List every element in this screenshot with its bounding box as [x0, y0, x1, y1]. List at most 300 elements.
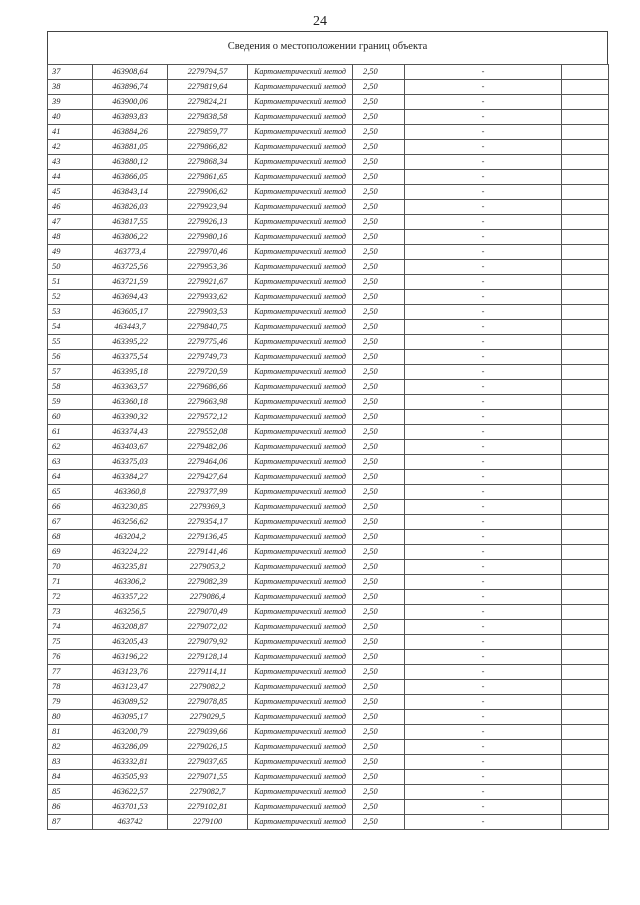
accuracy-value: 2,50: [353, 560, 405, 575]
coordinate-x: 463395,18: [93, 365, 168, 380]
coordinate-x: 463622,57: [93, 785, 168, 800]
determination-method: Картометрический метод: [248, 485, 353, 500]
point-number: 67: [48, 515, 93, 530]
table-row: [48, 80, 609, 95]
empty-cell: [562, 155, 609, 170]
coordinate-y: 2279072,02: [168, 620, 248, 635]
determination-method: Картометрический метод: [248, 335, 353, 350]
point-number: 83: [48, 755, 93, 770]
empty-cell: [562, 440, 609, 455]
empty-cell: [562, 710, 609, 725]
determination-method: Картометрический метод: [248, 350, 353, 365]
accuracy-value: 2,50: [353, 695, 405, 710]
note-value: -: [405, 650, 562, 665]
point-number: 71: [48, 575, 93, 590]
empty-cell: [562, 620, 609, 635]
determination-method: Картометрический метод: [248, 320, 353, 335]
note-value: -: [405, 185, 562, 200]
table-row: [48, 170, 609, 185]
note-value: -: [405, 800, 562, 815]
table-row: [48, 590, 609, 605]
coordinate-y: 2279141,46: [168, 545, 248, 560]
table-row: [48, 125, 609, 140]
coordinate-y: 2279078,85: [168, 695, 248, 710]
coordinate-y: 2279369,3: [168, 500, 248, 515]
accuracy-value: 2,50: [353, 470, 405, 485]
accuracy-value: 2,50: [353, 680, 405, 695]
empty-cell: [562, 290, 609, 305]
empty-cell: [562, 200, 609, 215]
point-number: 55: [48, 335, 93, 350]
determination-method: Картометрический метод: [248, 410, 353, 425]
empty-cell: [562, 215, 609, 230]
point-number: 62: [48, 440, 93, 455]
note-value: -: [405, 470, 562, 485]
point-number: 42: [48, 140, 93, 155]
table-row: [48, 530, 609, 545]
determination-method: Картометрический метод: [248, 95, 353, 110]
coordinate-x: 463893,83: [93, 110, 168, 125]
point-number: 64: [48, 470, 93, 485]
table-row: [48, 650, 609, 665]
determination-method: Картометрический метод: [248, 695, 353, 710]
point-number: 68: [48, 530, 93, 545]
coordinate-y: 2279114,11: [168, 665, 248, 680]
accuracy-value: 2,50: [353, 65, 405, 80]
point-number: 45: [48, 185, 93, 200]
determination-method: Картометрический метод: [248, 515, 353, 530]
note-value: -: [405, 605, 562, 620]
note-value: -: [405, 710, 562, 725]
coordinate-x: 463363,57: [93, 380, 168, 395]
empty-cell: [562, 815, 609, 830]
note-value: -: [405, 260, 562, 275]
coordinate-y: 2279026,15: [168, 740, 248, 755]
coordinate-x: 463375,54: [93, 350, 168, 365]
accuracy-value: 2,50: [353, 545, 405, 560]
coordinate-x: 463306,2: [93, 575, 168, 590]
empty-cell: [562, 455, 609, 470]
determination-method: Картометрический метод: [248, 635, 353, 650]
point-number: 70: [48, 560, 93, 575]
coordinate-x: 463256,5: [93, 605, 168, 620]
accuracy-value: 2,50: [353, 620, 405, 635]
table-row: [48, 575, 609, 590]
table-row: [48, 380, 609, 395]
determination-method: Картометрический метод: [248, 380, 353, 395]
point-number: 85: [48, 785, 93, 800]
table-row: [48, 140, 609, 155]
note-value: -: [405, 200, 562, 215]
note-value: -: [405, 560, 562, 575]
note-value: -: [405, 320, 562, 335]
table-row: [48, 755, 609, 770]
accuracy-value: 2,50: [353, 155, 405, 170]
empty-cell: [562, 800, 609, 815]
empty-cell: [562, 470, 609, 485]
note-value: -: [405, 815, 562, 830]
point-number: 58: [48, 380, 93, 395]
determination-method: Картометрический метод: [248, 425, 353, 440]
accuracy-value: 2,50: [353, 335, 405, 350]
point-number: 52: [48, 290, 93, 305]
determination-method: Картометрический метод: [248, 620, 353, 635]
coordinate-x: 463196,22: [93, 650, 168, 665]
note-value: -: [405, 785, 562, 800]
table-row: [48, 320, 609, 335]
table-row: [48, 335, 609, 350]
point-number: 73: [48, 605, 93, 620]
note-value: -: [405, 305, 562, 320]
accuracy-value: 2,50: [353, 650, 405, 665]
point-number: 39: [48, 95, 93, 110]
table-row: [48, 215, 609, 230]
empty-cell: [562, 665, 609, 680]
page-number: 24: [313, 14, 327, 29]
note-value: -: [405, 170, 562, 185]
accuracy-value: 2,50: [353, 485, 405, 500]
note-value: -: [405, 350, 562, 365]
determination-method: Картометрический метод: [248, 650, 353, 665]
coordinate-y: 2279102,81: [168, 800, 248, 815]
coordinate-y: 2279859,77: [168, 125, 248, 140]
point-number: 82: [48, 740, 93, 755]
coordinate-x: 463817,55: [93, 215, 168, 230]
coordinate-x: 463443,7: [93, 320, 168, 335]
empty-cell: [562, 485, 609, 500]
empty-cell: [562, 95, 609, 110]
determination-method: Картометрический метод: [248, 305, 353, 320]
coordinate-y: 2279354,17: [168, 515, 248, 530]
coordinate-x: 463896,74: [93, 80, 168, 95]
empty-cell: [562, 110, 609, 125]
determination-method: Картометрический метод: [248, 290, 353, 305]
boundary-sheet: [47, 31, 608, 830]
empty-cell: [562, 695, 609, 710]
empty-cell: [562, 395, 609, 410]
coordinate-x: 463200,79: [93, 725, 168, 740]
table-row: [48, 440, 609, 455]
empty-cell: [562, 635, 609, 650]
coordinate-y: 2279029,5: [168, 710, 248, 725]
determination-method: Картометрический метод: [248, 440, 353, 455]
coordinate-y: 2279427,64: [168, 470, 248, 485]
coordinate-x: 463806,22: [93, 230, 168, 245]
determination-method: Картометрический метод: [248, 125, 353, 140]
coordinate-y: 2279775,46: [168, 335, 248, 350]
accuracy-value: 2,50: [353, 665, 405, 680]
coordinate-x: 463089,52: [93, 695, 168, 710]
accuracy-value: 2,50: [353, 305, 405, 320]
empty-cell: [562, 80, 609, 95]
coordinate-y: 2279861,65: [168, 170, 248, 185]
determination-method: Картометрический метод: [248, 245, 353, 260]
note-value: -: [405, 680, 562, 695]
empty-cell: [562, 125, 609, 140]
coordinate-x: 463403,67: [93, 440, 168, 455]
note-value: -: [405, 695, 562, 710]
determination-method: Картометрический метод: [248, 215, 353, 230]
point-number: 53: [48, 305, 93, 320]
determination-method: Картометрический метод: [248, 785, 353, 800]
point-number: 50: [48, 260, 93, 275]
empty-cell: [562, 770, 609, 785]
determination-method: Картометрический метод: [248, 200, 353, 215]
table-row: [48, 695, 609, 710]
table-row: [48, 620, 609, 635]
point-number: 77: [48, 665, 93, 680]
determination-method: Картометрический метод: [248, 575, 353, 590]
point-number: 44: [48, 170, 93, 185]
accuracy-value: 2,50: [353, 575, 405, 590]
coordinate-x: 463505,93: [93, 770, 168, 785]
note-value: -: [405, 155, 562, 170]
coordinate-y: 2279039,66: [168, 725, 248, 740]
accuracy-value: 2,50: [353, 350, 405, 365]
determination-method: Картометрический метод: [248, 185, 353, 200]
coordinate-x: 463357,22: [93, 590, 168, 605]
point-number: 60: [48, 410, 93, 425]
empty-cell: [562, 785, 609, 800]
table-row: [48, 275, 609, 290]
determination-method: Картометрический метод: [248, 665, 353, 680]
coordinate-y: 2279128,14: [168, 650, 248, 665]
table-row: [48, 665, 609, 680]
determination-method: Картометрический метод: [248, 815, 353, 830]
coordinate-x: 463605,17: [93, 305, 168, 320]
point-number: 61: [48, 425, 93, 440]
empty-cell: [562, 170, 609, 185]
coordinate-y: 2279923,94: [168, 200, 248, 215]
coordinate-y: 2279100: [168, 815, 248, 830]
empty-cell: [562, 680, 609, 695]
note-value: -: [405, 665, 562, 680]
coordinate-x: 463204,2: [93, 530, 168, 545]
note-value: -: [405, 215, 562, 230]
coordinate-x: 463123,47: [93, 680, 168, 695]
table-row: [48, 485, 609, 500]
determination-method: Картометрический метод: [248, 260, 353, 275]
accuracy-value: 2,50: [353, 530, 405, 545]
accuracy-value: 2,50: [353, 245, 405, 260]
coordinate-x: 463866,05: [93, 170, 168, 185]
determination-method: Картометрический метод: [248, 740, 353, 755]
coordinate-x: 463843,14: [93, 185, 168, 200]
point-number: 76: [48, 650, 93, 665]
coordinate-y: 2279037,65: [168, 755, 248, 770]
note-value: -: [405, 740, 562, 755]
coordinate-x: 463123,76: [93, 665, 168, 680]
point-number: 54: [48, 320, 93, 335]
note-value: -: [405, 140, 562, 155]
determination-method: Картометрический метод: [248, 275, 353, 290]
coordinate-x: 463256,62: [93, 515, 168, 530]
determination-method: Картометрический метод: [248, 80, 353, 95]
table-row: [48, 560, 609, 575]
table-row: [48, 740, 609, 755]
note-value: -: [405, 590, 562, 605]
note-value: -: [405, 395, 562, 410]
coordinate-x: 463694,43: [93, 290, 168, 305]
table-row: [48, 110, 609, 125]
empty-cell: [562, 410, 609, 425]
table-row: [48, 710, 609, 725]
empty-cell: [562, 650, 609, 665]
accuracy-value: 2,50: [353, 590, 405, 605]
coordinate-y: 2279868,34: [168, 155, 248, 170]
note-value: -: [405, 65, 562, 80]
coordinate-y: 2279071,55: [168, 770, 248, 785]
empty-cell: [562, 350, 609, 365]
empty-cell: [562, 260, 609, 275]
determination-method: Картометрический метод: [248, 395, 353, 410]
determination-method: Картометрический метод: [248, 155, 353, 170]
table-row: [48, 245, 609, 260]
note-value: -: [405, 635, 562, 650]
determination-method: Картометрический метод: [248, 680, 353, 695]
note-value: -: [405, 725, 562, 740]
empty-cell: [562, 65, 609, 80]
empty-cell: [562, 245, 609, 260]
section-title: Сведения о местоположении границ объекта: [47, 31, 608, 60]
empty-cell: [562, 230, 609, 245]
table-row: [48, 545, 609, 560]
accuracy-value: 2,50: [353, 635, 405, 650]
determination-method: Картометрический метод: [248, 455, 353, 470]
determination-method: Картометрический метод: [248, 755, 353, 770]
accuracy-value: 2,50: [353, 170, 405, 185]
coordinate-y: 2279464,06: [168, 455, 248, 470]
coordinate-y: 2279053,2: [168, 560, 248, 575]
accuracy-value: 2,50: [353, 710, 405, 725]
point-number: 49: [48, 245, 93, 260]
table-row: [48, 470, 609, 485]
determination-method: Картометрический метод: [248, 530, 353, 545]
empty-cell: [562, 185, 609, 200]
table-row: [48, 455, 609, 470]
coordinate-x: 463384,27: [93, 470, 168, 485]
coordinate-x: 463360,18: [93, 395, 168, 410]
coordinate-x: 463230,85: [93, 500, 168, 515]
point-number: 38: [48, 80, 93, 95]
point-number: 57: [48, 365, 93, 380]
note-value: -: [405, 410, 562, 425]
table-row: [48, 65, 609, 80]
determination-method: Картометрический метод: [248, 500, 353, 515]
table-row: [48, 395, 609, 410]
coordinate-y: 2279866,82: [168, 140, 248, 155]
accuracy-value: 2,50: [353, 410, 405, 425]
table-row: [48, 815, 609, 830]
empty-cell: [562, 560, 609, 575]
accuracy-value: 2,50: [353, 800, 405, 815]
note-value: -: [405, 545, 562, 560]
coordinate-x: 463286,09: [93, 740, 168, 755]
accuracy-value: 2,50: [353, 80, 405, 95]
coordinate-y: 2279572,12: [168, 410, 248, 425]
coordinate-y: 2279749,73: [168, 350, 248, 365]
accuracy-value: 2,50: [353, 185, 405, 200]
coordinate-x: 463773,4: [93, 245, 168, 260]
accuracy-value: 2,50: [353, 395, 405, 410]
empty-cell: [562, 605, 609, 620]
accuracy-value: 2,50: [353, 275, 405, 290]
table-row: [48, 515, 609, 530]
empty-cell: [562, 380, 609, 395]
point-number: 47: [48, 215, 93, 230]
determination-method: Картометрический метод: [248, 605, 353, 620]
determination-method: Картометрический метод: [248, 560, 353, 575]
coordinate-x: 463332,81: [93, 755, 168, 770]
table-row: [48, 635, 609, 650]
point-number: 51: [48, 275, 93, 290]
coordinate-x: 463908,64: [93, 65, 168, 80]
coordinate-y: 2279136,45: [168, 530, 248, 545]
coordinate-y: 2279980,16: [168, 230, 248, 245]
note-value: -: [405, 125, 562, 140]
table-row: [48, 185, 609, 200]
coordinates-table: [47, 64, 609, 830]
determination-method: Картометрический метод: [248, 65, 353, 80]
coordinate-y: 2279906,62: [168, 185, 248, 200]
coordinate-y: 2279921,67: [168, 275, 248, 290]
coordinate-x: 463701,53: [93, 800, 168, 815]
accuracy-value: 2,50: [353, 110, 405, 125]
coordinate-x: 463208,87: [93, 620, 168, 635]
coordinate-y: 2279953,36: [168, 260, 248, 275]
note-value: -: [405, 110, 562, 125]
table-row: [48, 290, 609, 305]
note-value: -: [405, 275, 562, 290]
point-number: 87: [48, 815, 93, 830]
point-number: 81: [48, 725, 93, 740]
coordinate-y: 2279663,98: [168, 395, 248, 410]
coordinate-x: 463395,22: [93, 335, 168, 350]
table-row: [48, 800, 609, 815]
empty-cell: [562, 725, 609, 740]
note-value: -: [405, 575, 562, 590]
coordinate-x: 463360,8: [93, 485, 168, 500]
accuracy-value: 2,50: [353, 125, 405, 140]
point-number: 63: [48, 455, 93, 470]
note-value: -: [405, 380, 562, 395]
note-value: -: [405, 455, 562, 470]
determination-method: Картометрический метод: [248, 710, 353, 725]
coordinate-y: 2279819,64: [168, 80, 248, 95]
coordinates-table-body: [48, 65, 609, 830]
point-number: 46: [48, 200, 93, 215]
table-row: [48, 350, 609, 365]
point-number: 72: [48, 590, 93, 605]
accuracy-value: 2,50: [353, 515, 405, 530]
coordinate-y: 2279933,62: [168, 290, 248, 305]
coordinate-y: 2279082,2: [168, 680, 248, 695]
table-row: [48, 305, 609, 320]
coordinate-y: 2279794,57: [168, 65, 248, 80]
accuracy-value: 2,50: [353, 200, 405, 215]
point-number: 43: [48, 155, 93, 170]
coordinate-y: 2279686,66: [168, 380, 248, 395]
determination-method: Картометрический метод: [248, 470, 353, 485]
empty-cell: [562, 425, 609, 440]
note-value: -: [405, 620, 562, 635]
empty-cell: [562, 590, 609, 605]
accuracy-value: 2,50: [353, 740, 405, 755]
determination-method: Картометрический метод: [248, 590, 353, 605]
point-number: 65: [48, 485, 93, 500]
point-number: 80: [48, 710, 93, 725]
note-value: -: [405, 365, 562, 380]
